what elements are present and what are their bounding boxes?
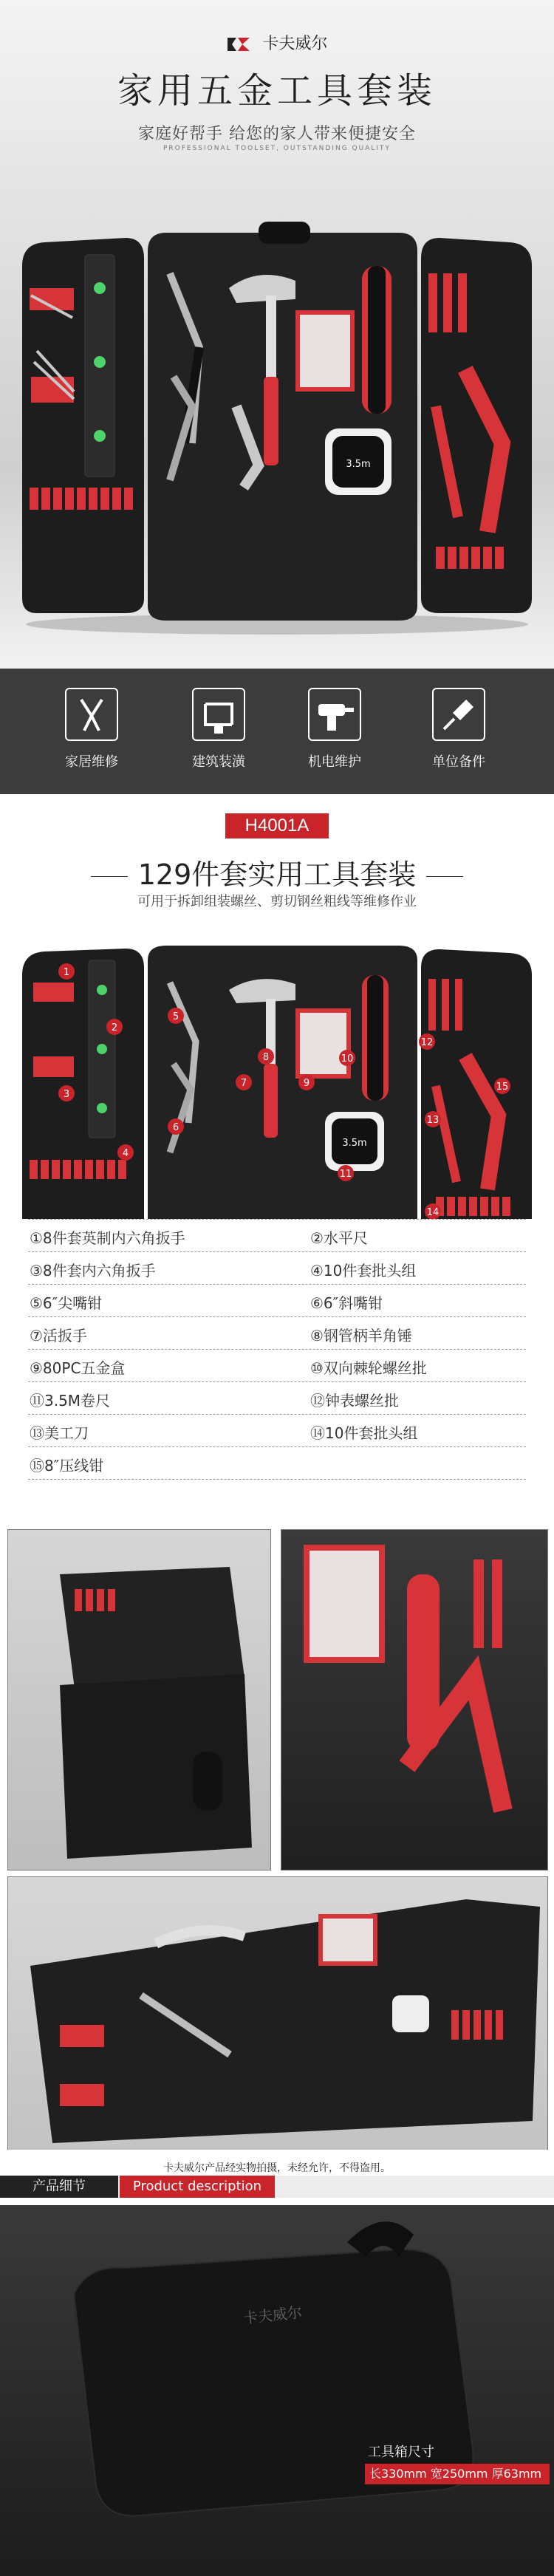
brand-name: 卡夫威尔: [262, 35, 328, 53]
photo-open-case-angle: [7, 1876, 548, 2150]
section-label-cn: 产品细节: [0, 2176, 118, 2198]
callout-number: 11: [339, 1169, 352, 1180]
list-item: ⑨80PC五金盒: [30, 1359, 126, 1377]
callout-number: 5: [172, 1011, 179, 1022]
feature-electromechanical: [290, 688, 379, 771]
brand-header: [0, 31, 554, 54]
notice-text: 卡夫威尔产品经实物拍摄，未经允许，不得盗用。: [163, 2162, 391, 2174]
list-item: ⑧钢管柄羊角锤: [310, 1327, 412, 1345]
callout-number: 2: [111, 1022, 118, 1034]
model-title-row: [0, 852, 554, 892]
toolkit-open-case-image: [15, 222, 539, 635]
feature-construction: [174, 688, 263, 771]
callout-number: 10: [341, 1053, 354, 1065]
screwdriver-icon: [432, 688, 485, 741]
contents-list: [0, 1219, 554, 1492]
callout-number: 4: [122, 1148, 129, 1159]
callout-number: 12: [420, 1037, 434, 1048]
feature-label: 家居维修: [65, 754, 118, 770]
hacksaw-icon: [192, 688, 245, 741]
callout-number: 1: [63, 967, 70, 978]
list-item: ⑬美工刀: [30, 1424, 89, 1442]
toolkit-numbered-image: [15, 916, 539, 1263]
callout-number: 7: [240, 1078, 247, 1089]
photo-tools-closeup: [281, 1529, 548, 1870]
photo-gallery: [0, 1529, 554, 2150]
feature-label: 单位备件: [432, 754, 485, 770]
drill-icon: [308, 688, 361, 741]
callout-number: 9: [303, 1078, 310, 1089]
size-value: 长330mm 宽250mm 厚63mm: [365, 2464, 550, 2484]
hero-title: 家用五金工具套装: [117, 70, 437, 112]
list-item: ①8件套英制内六角扳手: [30, 1229, 185, 1247]
feature-label: 建筑装潢: [192, 754, 245, 770]
model-code-badge: H4001A: [225, 813, 329, 838]
feature-spare-parts: [414, 688, 503, 771]
hero-banner: [0, 0, 554, 669]
callout-number: 8: [262, 1052, 270, 1063]
list-item: ③8件套内六角扳手: [30, 1262, 156, 1280]
pliers-icon: [65, 688, 118, 741]
list-item: ⑤6″尖嘴钳: [30, 1294, 103, 1312]
product-description: [0, 2176, 554, 2576]
callout-number: 13: [426, 1115, 440, 1126]
size-title: 工具箱尺寸: [368, 2445, 434, 2460]
list-item: ⑥6″斜嘴钳: [310, 1294, 383, 1312]
list-item: ④10件套批头组: [310, 1262, 417, 1280]
tape-measure-label: 3.5m: [346, 459, 371, 470]
list-item: ⑫钟表螺丝批: [310, 1392, 399, 1410]
list-item: ⑭10件套批头组: [310, 1424, 418, 1442]
list-item: ⑮8″压线钳: [30, 1457, 104, 1475]
model-subtitle: 可用于拆卸组装螺丝、剪切钢丝粗线等维修作业: [137, 894, 417, 909]
feature-icon-bar: [0, 669, 554, 794]
list-item: ②水平尺: [310, 1229, 368, 1247]
model-title: 129件套实用工具套装: [137, 858, 417, 891]
callout-number: 15: [496, 1082, 509, 1093]
hero-subtitle: 家庭好帮手 给您的家人带来便捷安全: [138, 125, 416, 143]
list-item: ⑩双向棘轮螺丝批: [310, 1359, 427, 1377]
callout-number: 6: [172, 1122, 179, 1133]
title-divider: [426, 876, 463, 877]
section-label-en: Product description: [120, 2176, 275, 2198]
title-divider: [91, 876, 128, 877]
callout-number: 3: [63, 1089, 70, 1100]
callout-number: 14: [426, 1207, 440, 1218]
list-item: ⑦活扳手: [30, 1327, 87, 1345]
feature-label: 机电维护: [308, 754, 361, 770]
list-item: ⑪3.5M卷尺: [30, 1392, 111, 1410]
brand-logo-icon: [226, 36, 251, 52]
hero-tagline: PROFESSIONAL TOOLSET, OUTSTANDING QUALITY: [163, 145, 391, 152]
tape-measure-label: 3.5m: [342, 1138, 367, 1149]
closed-case-photo: [0, 2205, 554, 2576]
feature-home-repair: [47, 688, 136, 771]
case-embossed-brand: 卡夫威尔: [242, 2303, 304, 2327]
photo-closed-case: [7, 1529, 271, 1870]
